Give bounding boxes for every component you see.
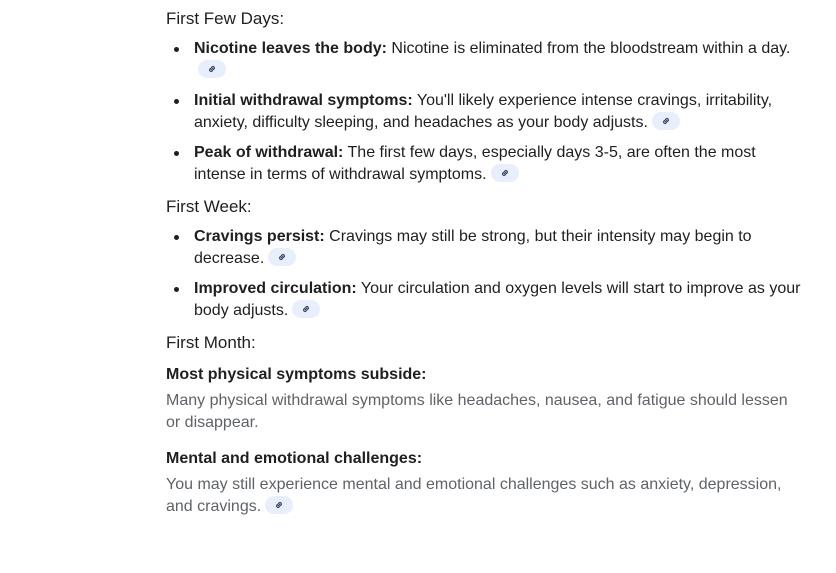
section-title-first-few-days: First Few Days: xyxy=(166,9,285,28)
bullet-text: Cravings may still be strong, but their intensity may begin to decrease. xyxy=(194,228,752,267)
source-link-chip[interactable] xyxy=(652,112,680,130)
subsection-body-text: You may still experience mental and emotional challenges such as anxiety, depression, and cravings. xyxy=(166,476,782,515)
bullet-text: Nicotine is eliminated from the bloodstream within a day. xyxy=(386,40,791,57)
response-content xyxy=(166,6,806,518)
subsection-heading: Mental and emotional challenges: xyxy=(166,450,423,467)
source-link-chip[interactable] xyxy=(491,164,519,182)
section-title-first-week: First Week: xyxy=(166,197,252,216)
source-link-chip[interactable] xyxy=(292,300,320,318)
bullet-lead: Peak of withdrawal: xyxy=(194,144,344,161)
section-title-first-month: First Month: xyxy=(166,333,256,352)
bullet-lead: Initial withdrawal symptoms: xyxy=(194,92,413,109)
bullet-lead: Cravings persist: xyxy=(194,228,325,245)
subsection-body xyxy=(166,474,806,518)
link-icon xyxy=(277,252,287,262)
link-icon xyxy=(207,64,217,74)
subsection-heading: Most physical symptoms subside: xyxy=(166,366,427,383)
bullet-text: You'll likely experience intense cravings, irritability, anxiety, difficulty sleeping, and headaches as your body adjusts. xyxy=(194,92,773,131)
subsection-mental-challenges xyxy=(166,448,806,518)
bullet-text: The first few days, especially days 3-5, are often the most intense in terms of withdrawal symptoms. xyxy=(194,144,756,183)
link-icon xyxy=(274,500,284,510)
subsection-body: Many physical withdrawal symptoms like headaches, nausea, and fatigue should lessen or disappear. xyxy=(166,392,788,431)
bullet-lead: Improved circulation: xyxy=(194,280,357,297)
bullet-lead: Nicotine leaves the body: xyxy=(194,40,387,57)
bullet-list-first-week xyxy=(166,226,806,322)
list-item xyxy=(166,226,806,270)
list-item xyxy=(166,38,806,82)
subsection-physical-symptoms xyxy=(166,364,806,434)
list-item xyxy=(166,278,806,322)
source-link-chip[interactable] xyxy=(268,248,296,266)
link-icon xyxy=(301,304,311,314)
source-link-chip[interactable] xyxy=(265,496,293,514)
source-link-chip[interactable] xyxy=(198,60,226,78)
list-item xyxy=(166,90,806,134)
bullet-list-first-few-days xyxy=(166,38,806,186)
link-icon xyxy=(500,168,510,178)
list-item xyxy=(166,142,806,186)
link-icon xyxy=(661,116,671,126)
bullet-text: Your circulation and oxygen levels will start to improve as your body adjusts. xyxy=(194,280,801,319)
